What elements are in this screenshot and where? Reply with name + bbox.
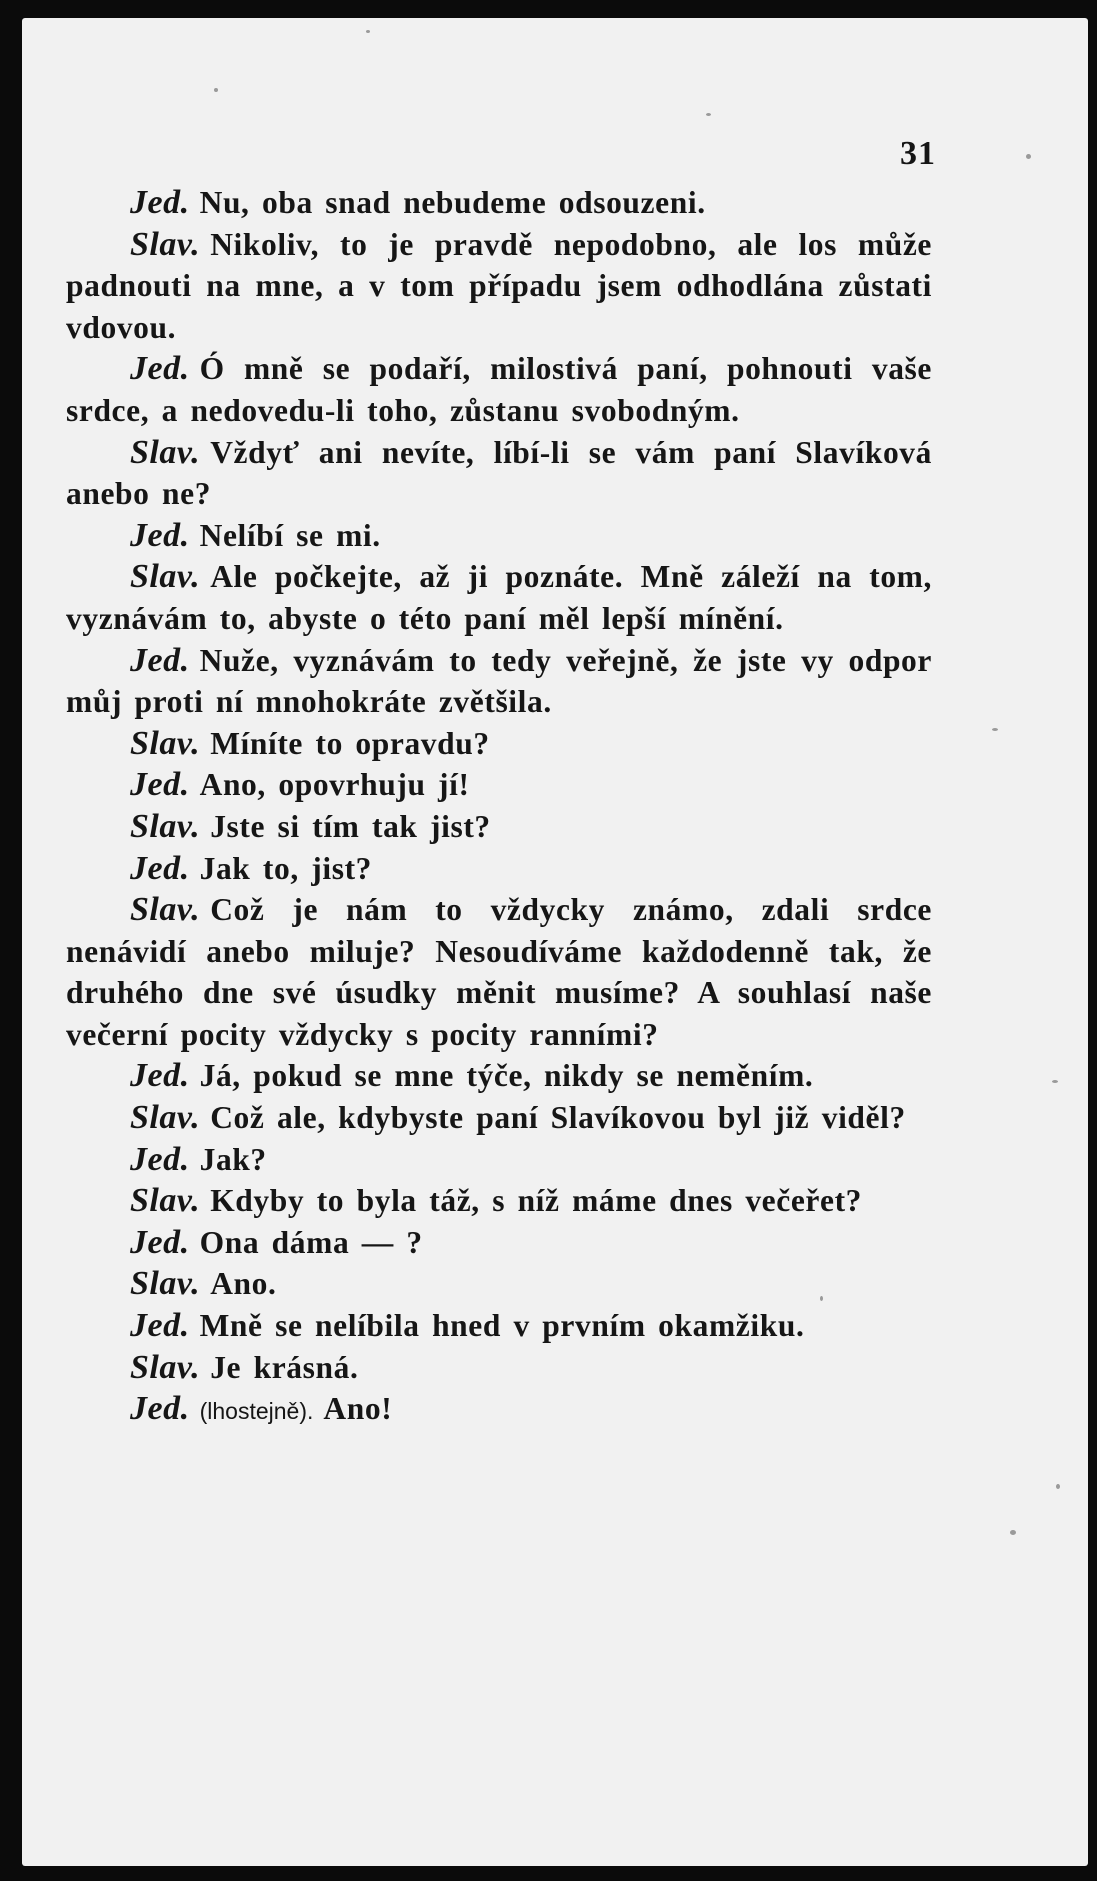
speaker-name: Slav. bbox=[130, 1348, 201, 1386]
speaker-name: Jed. bbox=[130, 1140, 190, 1178]
dialogue-line bbox=[66, 723, 932, 765]
speaker-name: Slav. bbox=[130, 891, 201, 929]
speech-text: Což je nám to vždycky známo, zdali srdce nenávidí anebo miluje? Nesoudíváme každodenně tak, že druhého dne své úsudky měnit musíme? A souhlasí naše večerní pocity vždycky s pocity ranními? bbox=[66, 892, 932, 1052]
dialogue-line bbox=[66, 348, 932, 431]
speech-text: Nikoliv, to je pravdě nepodobno, ale los může padnouti na mne, a v tom případu jsem odhodlána zůstati vdovou. bbox=[66, 226, 932, 345]
speaker-name: Slav. bbox=[130, 558, 201, 596]
paper-speck bbox=[820, 1296, 823, 1301]
dialogue-line bbox=[66, 1055, 932, 1097]
speaker-name: Slav. bbox=[130, 724, 201, 762]
speech-text: Ano, opovrhuju jí! bbox=[199, 767, 470, 803]
speech-text: Míníte to opravdu? bbox=[210, 725, 490, 761]
speaker-name: Jed. bbox=[130, 641, 190, 679]
page-number: 31 bbox=[900, 135, 936, 172]
dialogue-line bbox=[66, 556, 932, 639]
dialogue-line bbox=[66, 515, 932, 557]
speaker-name: Slav. bbox=[130, 1182, 201, 1220]
dialogue-line bbox=[66, 848, 932, 890]
speaker-name: Slav. bbox=[130, 1099, 201, 1137]
book-page bbox=[22, 18, 1088, 1866]
paper-speck bbox=[214, 88, 218, 92]
dialogue-line bbox=[66, 889, 932, 1055]
speech-text: Ona dáma — ? bbox=[199, 1224, 423, 1260]
stage-direction: (lhostejně). bbox=[199, 1398, 314, 1425]
speech-text: Je krásná. bbox=[210, 1349, 359, 1385]
paper-speck bbox=[366, 30, 370, 33]
speaker-name: Jed. bbox=[130, 1307, 190, 1345]
speech-text: Jak to, jist? bbox=[199, 850, 373, 886]
dialogue-line bbox=[66, 1097, 932, 1139]
speech-text: Ano. bbox=[210, 1266, 277, 1302]
dialogue-line bbox=[66, 764, 932, 806]
speaker-name: Jed. bbox=[130, 516, 190, 554]
paper-speck bbox=[992, 728, 998, 731]
dialogue-line bbox=[66, 1180, 932, 1222]
speech-text: Mně se nelíbila hned v prvním okamžiku. bbox=[199, 1308, 805, 1344]
speaker-name: Jed. bbox=[130, 1057, 190, 1095]
speech-text: Ó mně se podaří, milostivá paní, pohnouti vaše srdce, a nedovedu-li toho, zůstanu svobodným. bbox=[66, 351, 932, 428]
dialogue-line bbox=[66, 432, 932, 515]
dialogue-line bbox=[66, 640, 932, 723]
speech-text: Ale počkejte, až ji poznáte. Mně záleží na tom, vyznávám to, abyste o této paní měl lepší mínění. bbox=[66, 559, 932, 636]
speaker-name: Jed. bbox=[130, 849, 190, 887]
dialogue-line bbox=[66, 1222, 932, 1264]
speaker-name: Jed. bbox=[130, 1390, 190, 1428]
dialogue-line bbox=[66, 1139, 932, 1181]
speaker-name: Slav. bbox=[130, 225, 201, 263]
speaker-name: Jed. bbox=[130, 766, 190, 804]
speaker-name: Jed. bbox=[130, 1223, 190, 1261]
paper-speck bbox=[706, 113, 711, 116]
speech-text: Nuže, vyznávám to tedy veřejně, že jste vy odpor můj proti ní mnohokráte zvětšila. bbox=[66, 642, 932, 720]
speech-text: Kdyby to byla táž, s níž máme dnes večeřet? bbox=[210, 1183, 863, 1219]
dialogue-line bbox=[66, 1347, 932, 1389]
dialogue-line bbox=[66, 1388, 932, 1433]
dialogue-line bbox=[66, 1305, 932, 1347]
speaker-name: Jed. bbox=[130, 350, 190, 388]
speech-text: Jste si tím tak jist? bbox=[210, 808, 491, 844]
dialogue-line bbox=[66, 182, 932, 224]
speaker-name: Slav. bbox=[130, 807, 201, 845]
speaker-name: Slav. bbox=[130, 433, 201, 471]
speech-text: Nu, oba snad nebudeme odsouzeni. bbox=[199, 185, 706, 220]
dialogue-text bbox=[66, 182, 932, 1433]
speaker-name: Slav. bbox=[130, 1265, 201, 1303]
dialogue-line bbox=[66, 224, 932, 349]
paper-speck bbox=[1052, 1080, 1058, 1083]
speaker-name: Jed. bbox=[130, 184, 190, 221]
dialogue-line bbox=[66, 1263, 932, 1305]
paper-speck bbox=[1010, 1530, 1016, 1535]
speech-text: Jak? bbox=[199, 1141, 267, 1177]
paper-speck bbox=[1026, 154, 1031, 159]
speech-text: Nelíbí se mi. bbox=[199, 517, 381, 553]
paper-speck bbox=[1056, 1484, 1060, 1489]
dialogue-line bbox=[66, 806, 932, 848]
speech-text: Vždyť ani nevíte, líbí-li se vám paní Slavíková anebo ne? bbox=[66, 434, 932, 512]
speech-text: Ano! bbox=[323, 1391, 393, 1427]
speech-text: Což ale, kdybyste paní Slavíkovou byl již viděl? bbox=[210, 1100, 906, 1136]
speech-text: Já, pokud se mne týče, nikdy se neměním. bbox=[199, 1058, 814, 1094]
